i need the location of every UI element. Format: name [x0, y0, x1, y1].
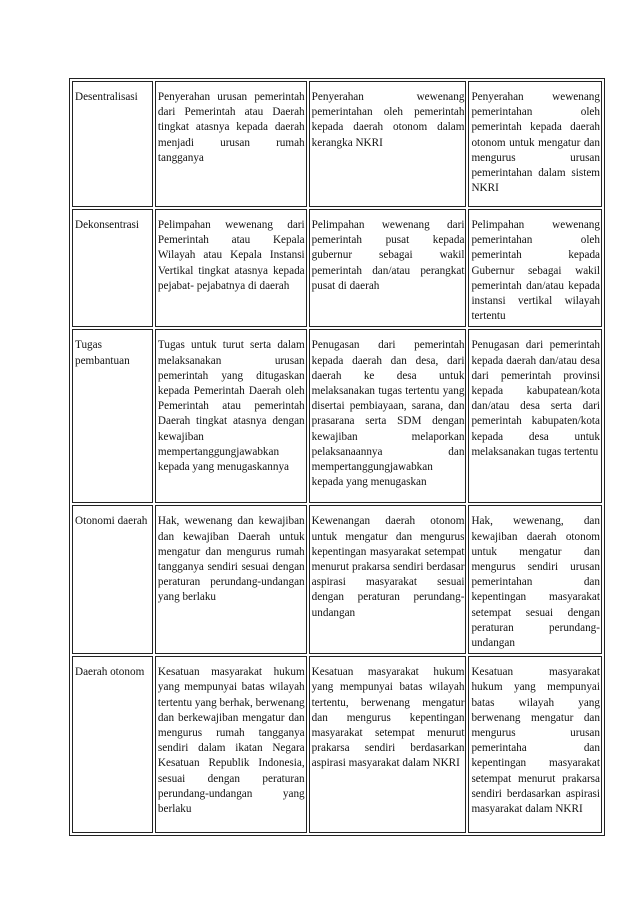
definition-cell: Pelimpahan wewenang dari Pemerintah atau Kepala Wilayah atau Kepala Instansi Vertikal tingkat atasnya kepada pejabat- pejabatnya di daerah	[155, 209, 307, 327]
table-row	[72, 209, 602, 327]
definition-cell: Kesatuan masyarakat hukum yang mempunyai batas wilayah tertentu yang berhak, berwenang dan berkewajiban mengatur dan mengurus rumah tangganya sendiri dalam ikatan Negara Kesatuan Republik Indonesia, sesuai dengan peraturan perundang-undangan yang berlaku	[155, 656, 307, 833]
term-cell: Tugas pembantuan	[72, 329, 153, 503]
definition-cell: Kewenangan daerah otonom untuk mengatur dan mengurus kepentingan masyarakat setempat menurut prakarsa sendiri berdasar aspirasi masyarakat sesuai dengan peraturan perundang-undangan	[309, 505, 467, 654]
definition-cell: Penugasan dari pemerintah kepada daerah dan/atau desa dari pemerintah provinsi kepada kabupatean/kota dan/atau desa serta dari pemerintah kabupaten/kota kepada desa untuk melaksanakan tugas tertentu	[468, 329, 602, 503]
term-cell: Dekonsentrasi	[72, 209, 153, 327]
term-cell: Otonomi daerah	[72, 505, 153, 654]
comparison-table	[69, 78, 605, 836]
definition-cell: Kesatuan masyarakat hukum yang mempunyai batas wilayah tertentu, berwenang mengatur dan mengurus kepentingan masyarakat setempat menurut prakarsa sendiri berdasarkan aspirasi masyarakat dalam NKRI	[309, 656, 467, 833]
table-row	[72, 329, 602, 503]
definition-cell: Pelimpahan wewenang dari pemerintah pusat kepada gubernur sebagai wakil pemerintah dan/atau perangkat pusat di daerah	[309, 209, 467, 327]
definition-cell: Penyerahan wewenang pemerintahan oleh pemerintah kepada daerah otonom dalam kerangka NKRI	[309, 81, 467, 207]
term-cell: Daerah otonom	[72, 656, 153, 833]
table-row	[72, 505, 602, 654]
definition-cell: Penyerahan urusan pemerintah dari Pemerintah atau Daerah tingkat atasnya kepada daerah menjadi urusan rumah tangganya	[155, 81, 307, 207]
definition-cell: Pelimpahan wewenang pemerintahan oleh pemerintah kepada Gubernur sebagai wakil pemerintah dan/atau kepada instansi vertikal wilayah tertentu	[468, 209, 602, 327]
term-cell: Desentralisasi	[72, 81, 153, 207]
table-row	[72, 656, 602, 833]
definition-cell: Hak, wewenang, dan kewajiban daerah otonom untuk mengatur dan mengurus sendiri urusan pemerintahan dan kepentingan masyarakat setempat sesuai dengan peraturan perundang-undangan	[468, 505, 602, 654]
definition-cell: Tugas untuk turut serta dalam melaksanakan urusan pemerintah yang ditugaskan kepada Pemerintah Daerah oleh Pemerintah atau pemerintah Daerah tingkat atasnya dengan kewajiban mempertanggungjawabkan kepada yang menugaskannya	[155, 329, 307, 503]
definition-cell: Kesatuan masyarakat hukum yang mempunyai batas wilayah yang berwenang mengatur dan mengurus urusan pemerintaha dan kepentingan masyarakat setempat menurut prakarsa sendiri berdasarkan aspirasi masyarakat dalam NKRI	[468, 656, 602, 833]
definition-cell: Penugasan dari pemerintah kepada daerah dan desa, dari daerah ke desa untuk melaksanakan tugas tertentu yang disertai pembiayaan, sarana, dan prasarana serta SDM dengan kewajiban melaporkan pelaksanaannya dan mempertanggungjawabkan kepada yang menugaskan	[309, 329, 467, 503]
definition-cell: Hak, wewenang dan kewajiban dan kewajiban Daerah untuk mengatur dan mengurus rumah tangganya sendiri sesuai dengan peraturan perundang-undangan yang berlaku	[155, 505, 307, 654]
definition-cell: Penyerahan wewenang pemerintahan oleh pemerintah kepada daerah otonom untuk mengatur dan mengurus urusan pemerintahan dalam sistem NKRI	[468, 81, 602, 207]
table-row	[72, 81, 602, 207]
